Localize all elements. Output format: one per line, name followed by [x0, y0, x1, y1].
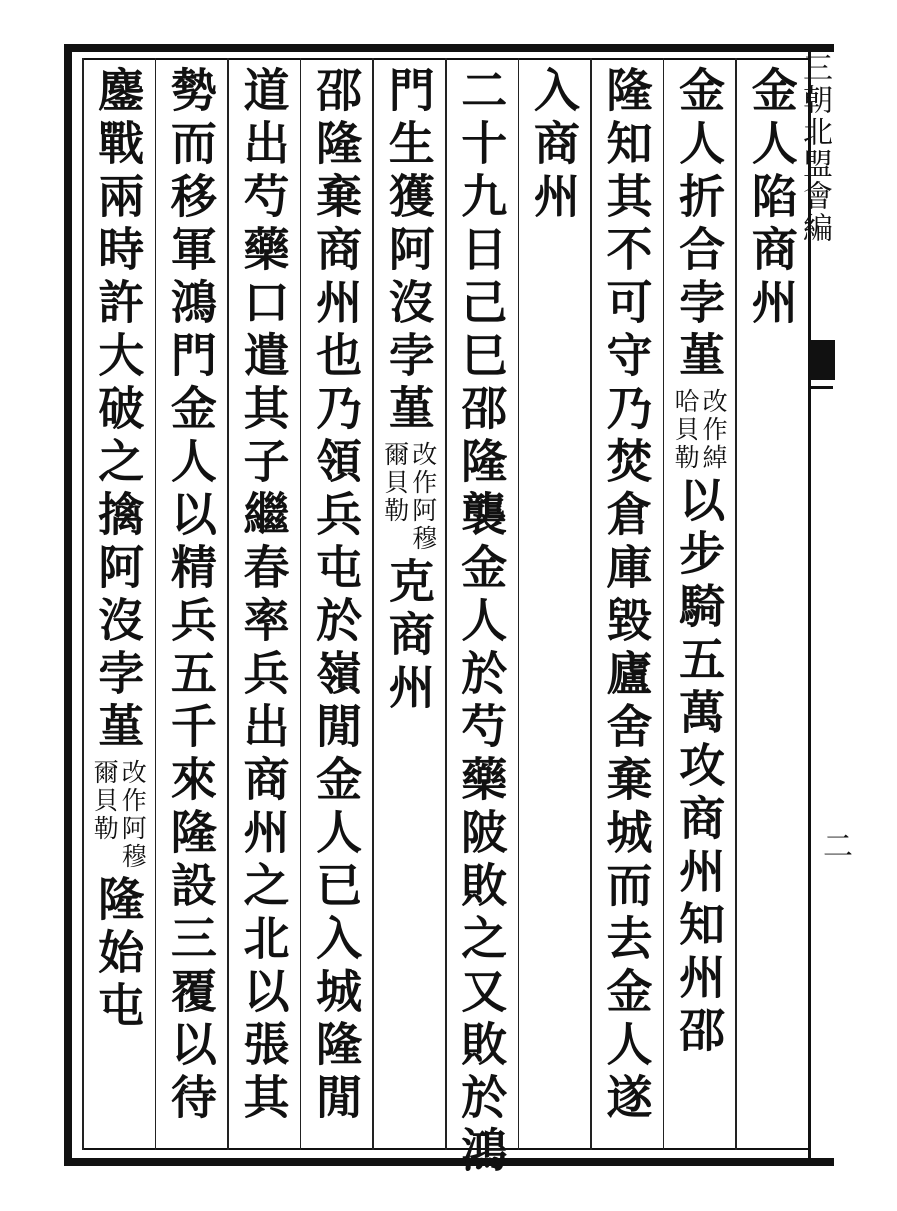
page-number: 二: [817, 830, 852, 860]
column-rule: [300, 58, 302, 1150]
fish-tail-line: [811, 386, 833, 389]
main-text: 鏖戰兩時許大破之擒阿沒孛堇: [91, 66, 146, 755]
text-column: [307, 66, 365, 1126]
annotation-note: [382, 441, 436, 553]
text-column: [452, 66, 510, 1179]
text-column: [162, 66, 220, 1126]
column-rule: [735, 58, 737, 1150]
annotation-line: 哈貝勒: [671, 388, 701, 472]
column-rule: [518, 58, 520, 1150]
main-text: 以步騎五萬攻商州知州邵: [672, 476, 727, 1059]
main-text: 勢而移軍鴻門金人以精兵五千來隆設三覆以待: [163, 66, 218, 1126]
annotation-line: 爾貝勒: [90, 759, 120, 843]
main-text: 金人折合孛堇: [672, 66, 727, 384]
column-rule: [82, 58, 84, 1150]
main-text: 門生獲阿沒孛堇: [381, 66, 436, 437]
main-text: 隆知其不可守乃焚倉庫毀廬舍棄城而去金人遂: [599, 66, 654, 1126]
text-column: [670, 66, 728, 1059]
fish-tail-mark: [811, 340, 835, 380]
column-rule: [445, 58, 447, 1150]
text-column: [235, 66, 293, 1126]
text-column: [89, 66, 147, 1034]
column-rule: [227, 58, 229, 1150]
main-text: 克商州: [381, 557, 436, 716]
text-column: [743, 66, 801, 331]
text-column: [525, 66, 583, 225]
main-text: 隆始屯: [91, 875, 146, 1034]
main-text: 二十九日己巳邵隆襲金人於芍藥陂敗之又敗於鴻: [454, 66, 509, 1179]
main-text: 金人陷商州: [744, 66, 799, 331]
annotation-line: 改作綽: [699, 388, 729, 472]
text-column: [380, 66, 438, 716]
column-rule: [663, 58, 665, 1150]
annotation-line: 爾貝勒: [380, 441, 410, 525]
main-text: 邵隆棄商州也乃領兵屯於嶺閒金人已入城隆閒: [309, 66, 364, 1126]
column-rule: [590, 58, 592, 1150]
column-rule: [372, 58, 374, 1150]
main-text: 入商州: [526, 66, 581, 225]
column-rule: [155, 58, 157, 1150]
main-text: 道出芍藥口遣其子繼春率兵出商州之北以張其: [236, 66, 291, 1126]
annotation-note: [90, 759, 148, 871]
annotation-note: [671, 388, 729, 472]
annotation-line: 改作阿穆: [408, 441, 438, 553]
text-column: [598, 66, 656, 1126]
annotation-line: 改作阿穆: [118, 759, 148, 871]
margin-book-title: 三朝北盟會編: [797, 52, 832, 244]
